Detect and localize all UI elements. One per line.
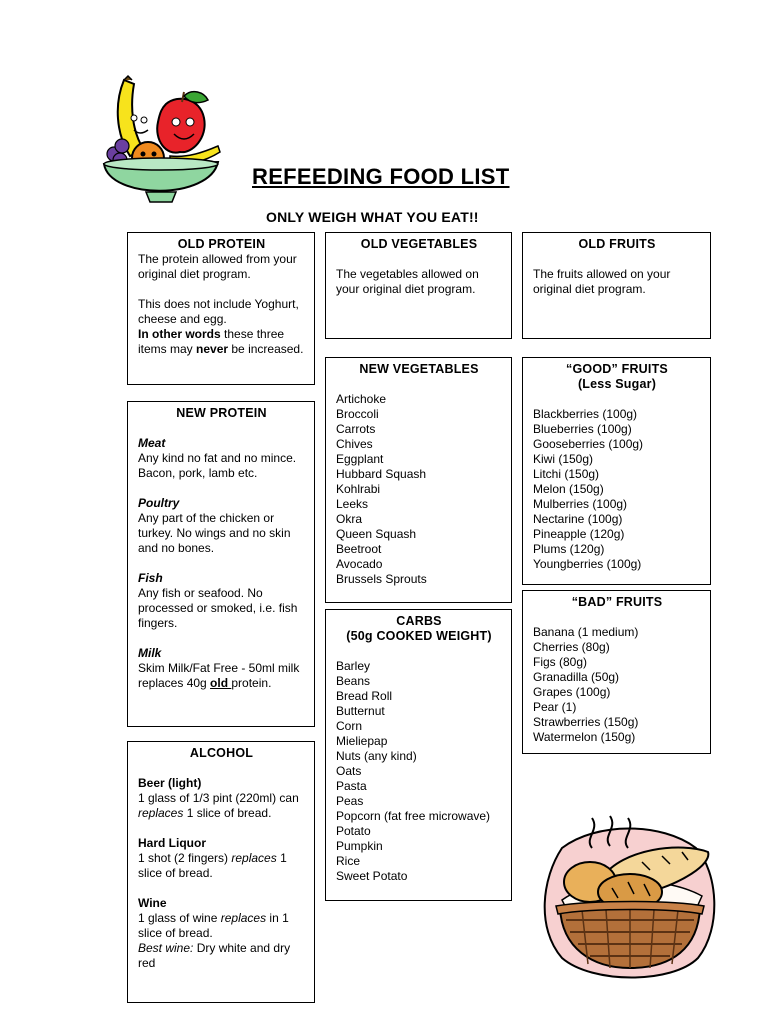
milk-text: Skim Milk/Fat Free - 50ml milk replaces 40g old protein.	[138, 661, 300, 690]
good-fruit-item: Plums (120g)	[533, 542, 605, 556]
new-vegetable-item: Kohlrabi	[336, 482, 381, 496]
carb-item: Bread Roll	[336, 689, 393, 703]
meat-title: Meat	[138, 436, 166, 450]
old-protein-text-1: The protein allowed from your original diet program.	[138, 252, 297, 281]
carbs-heading: CARBS	[396, 614, 442, 628]
carb-item: Popcorn (fat free microwave)	[336, 809, 491, 823]
good-fruits-heading: “GOOD” FRUITS	[566, 362, 668, 376]
fish-title: Fish	[138, 571, 163, 585]
alcohol-heading: ALCOHOL	[189, 746, 254, 760]
good-fruit-item: Litchi (150g)	[533, 467, 600, 481]
good-fruit-item: Kiwi (150g)	[533, 452, 594, 466]
new-protein-box	[127, 401, 315, 727]
wine-title: Wine	[138, 896, 167, 910]
new-vegetable-item: Beetroot	[336, 542, 382, 556]
bad-fruits-heading: “BAD” FRUITS	[571, 595, 663, 609]
good-fruits-subheading: (Less Sugar)	[577, 377, 657, 391]
carb-item: Pasta	[336, 779, 367, 793]
good-fruit-item: Mulberries (100g)	[533, 497, 628, 511]
bad-fruit-item: Granadilla (50g)	[533, 670, 620, 684]
good-fruit-item: Nectarine (100g)	[533, 512, 623, 526]
new-vegetables-box	[325, 357, 512, 603]
poultry-text: Any part of the chicken or turkey. No wings and no skin and no bones.	[138, 511, 291, 555]
beer-title: Beer (light)	[138, 776, 202, 790]
good-fruits-list	[533, 407, 701, 572]
new-vegetable-item: Hubbard Squash	[336, 467, 427, 481]
new-protein-heading: NEW PROTEIN	[176, 406, 267, 420]
old-fruits-box	[522, 232, 711, 339]
old-protein-text-2: This does not include Yoghurt, cheese and egg.	[138, 297, 299, 326]
new-vegetable-item: Eggplant	[336, 452, 384, 466]
carb-item: Potato	[336, 824, 371, 838]
carb-item: Beans	[336, 674, 371, 688]
new-vegetables-list	[336, 392, 502, 587]
page-subtitle: ONLY WEIGH WHAT YOU EAT!!	[266, 209, 479, 225]
carb-item: Nuts (any kind)	[336, 749, 417, 763]
fruit-bowl-icon	[100, 74, 225, 209]
new-vegetable-item: Queen Squash	[336, 527, 417, 541]
poultry-title: Poultry	[138, 496, 180, 510]
fish-text: Any fish or seafood. No processed or smoked, i.e. fish fingers.	[138, 586, 298, 630]
bad-fruit-item: Strawberries (150g)	[533, 715, 639, 729]
carbs-subheading: (50g COOKED WEIGHT)	[346, 629, 492, 643]
carb-item: Butternut	[336, 704, 385, 718]
carbs-list	[336, 659, 502, 884]
carb-item: Mieliepap	[336, 734, 388, 748]
bad-fruit-item: Grapes (100g)	[533, 685, 611, 699]
alcohol-box	[127, 741, 315, 1003]
good-fruit-item: Pineapple (120g)	[533, 527, 625, 541]
carb-item: Corn	[336, 719, 363, 733]
new-vegetable-item: Leeks	[336, 497, 369, 511]
old-fruits-heading: OLD FRUITS	[578, 237, 656, 251]
new-vegetable-item: Artichoke	[336, 392, 387, 406]
new-vegetable-item: Brussels Sprouts	[336, 572, 427, 586]
bad-fruit-item: Banana (1 medium)	[533, 625, 639, 639]
old-vegetables-box	[325, 232, 512, 339]
meat-text: Any kind no fat and no mince. Bacon, pork, lamb etc.	[138, 451, 297, 480]
beer-text: 1 glass of 1/3 pint (220ml) can replaces 1 slice of bread.	[138, 791, 299, 820]
old-fruits-text: The fruits allowed on your original diet program.	[533, 267, 671, 296]
wine-text: 1 glass of wine replaces in 1 slice of bread.	[138, 911, 289, 940]
carb-item: Pumpkin	[336, 839, 383, 853]
old-vegetables-text: The vegetables allowed on your original diet program.	[336, 267, 479, 296]
bad-fruits-list	[533, 625, 701, 745]
good-fruit-item: Gooseberries (100g)	[533, 437, 644, 451]
old-protein-box	[127, 232, 315, 385]
liquor-text: 1 shot (2 fingers) replaces 1 slice of bread.	[138, 851, 287, 880]
new-vegetable-item: Chives	[336, 437, 373, 451]
milk-title: Milk	[138, 646, 162, 660]
carb-item: Peas	[336, 794, 364, 808]
good-fruit-item: Melon (150g)	[533, 482, 604, 496]
liquor-title: Hard Liquor	[138, 836, 206, 850]
bad-fruit-item: Cherries (80g)	[533, 640, 610, 654]
carbs-box	[325, 609, 512, 901]
best-wine-text: Best wine: Dry white and dry red	[138, 941, 291, 970]
old-protein-heading: OLD PROTEIN	[177, 237, 266, 251]
bad-fruits-box	[522, 590, 711, 754]
good-fruit-item: Blackberries (100g)	[533, 407, 638, 421]
new-vegetables-heading: NEW VEGETABLES	[359, 362, 479, 376]
page-title: REFEEDING FOOD LIST	[252, 164, 510, 189]
good-fruit-item: Blueberries (100g)	[533, 422, 632, 436]
new-vegetable-item: Okra	[336, 512, 363, 526]
carb-item: Sweet Potato	[336, 869, 408, 883]
old-vegetables-heading: OLD VEGETABLES	[360, 237, 478, 251]
good-fruit-item: Youngberries (100g)	[533, 557, 642, 571]
new-vegetable-item: Broccoli	[336, 407, 379, 421]
carb-item: Oats	[336, 764, 362, 778]
old-protein-text-3: In other words these three items may never be increased.	[138, 327, 304, 356]
good-fruits-box	[522, 357, 711, 585]
bad-fruit-item: Pear (1)	[533, 700, 577, 714]
bad-fruit-item: Watermelon (150g)	[533, 730, 636, 744]
carb-item: Barley	[336, 659, 371, 673]
carb-item: Rice	[336, 854, 361, 868]
bread-basket-icon	[532, 808, 722, 980]
bad-fruit-item: Figs (80g)	[533, 655, 588, 669]
new-vegetable-item: Carrots	[336, 422, 376, 436]
new-vegetable-item: Avocado	[336, 557, 383, 571]
